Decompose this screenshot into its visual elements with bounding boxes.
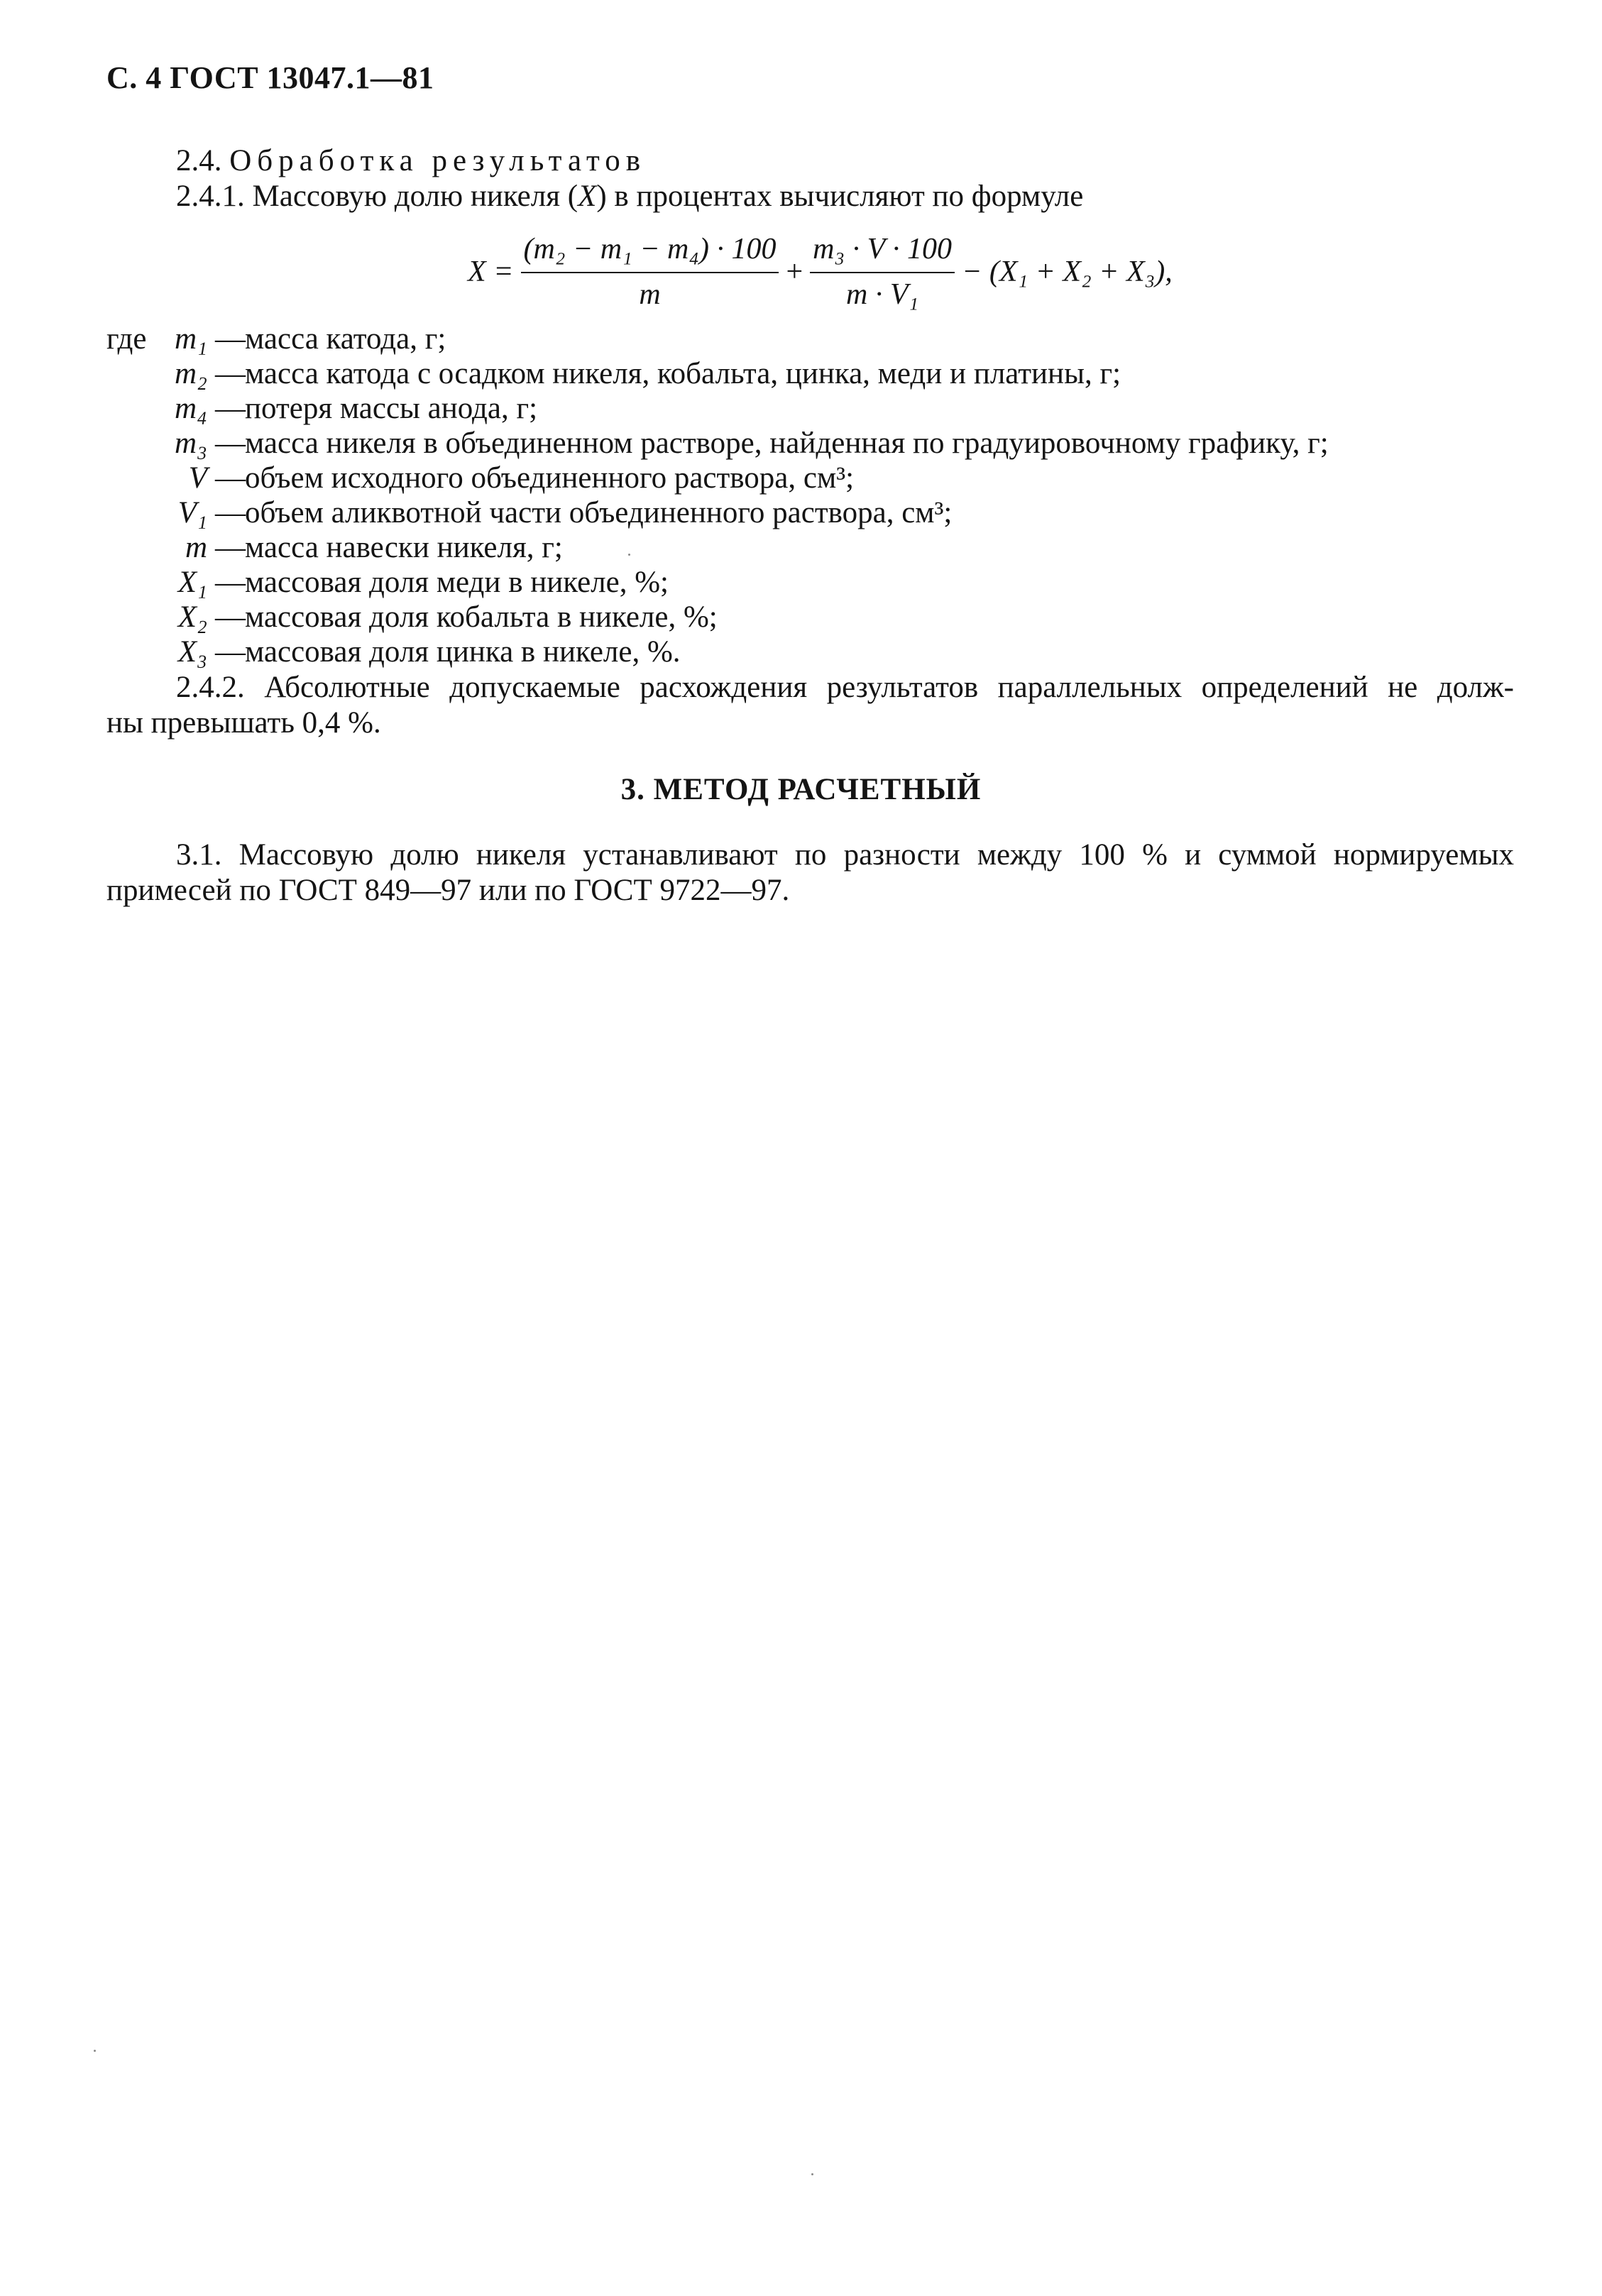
legend-item <box>0 356 1602 392</box>
legend-definition: потеря массы анода, г; <box>245 392 538 425</box>
fraction-2-numerator: m₃ · V · 100 <box>810 232 955 273</box>
legend-item <box>0 530 1602 566</box>
legend-dash: — <box>215 566 246 599</box>
legend-definition: объем исходного объединенного раствора, см³; <box>245 461 855 495</box>
legend-item <box>0 391 1602 427</box>
formula <box>465 226 1175 318</box>
variable-x: X <box>578 180 597 213</box>
legend-definition: массовая доля цинка в никеле, %. <box>245 635 681 669</box>
legend-dash: — <box>215 635 246 669</box>
paragraph-2-4-2-line-2: ны превышать 0,4 %. <box>106 706 381 740</box>
legend-symbol: X₂ <box>177 600 207 634</box>
legend-item <box>0 426 1602 461</box>
legend-definition: масса катода с осадком никеля, кобальта, цинка, меди и платины, г; <box>245 357 1121 390</box>
legend-symbol: m₂ <box>174 357 207 390</box>
scan-speck <box>811 2173 813 2175</box>
legend-dash: — <box>215 531 246 564</box>
fraction-1-numerator: (m₂ − m₁ − m₄) · 100 <box>521 232 779 273</box>
legend-dash: — <box>215 357 246 390</box>
legend-symbol: X₃ <box>177 635 207 669</box>
paragraph-text-end: ) в процентах вычисляют по формуле <box>596 180 1084 213</box>
legend-item <box>0 565 1602 600</box>
legend-symbol: m <box>185 531 207 564</box>
paragraph-3-1-line-2: примесей по ГОСТ 849—97 или по ГОСТ 9722—97. <box>106 874 790 907</box>
legend-definition: масса никеля в объединенном растворе, найденная по градуировочному графику, г; <box>245 427 1329 460</box>
paragraph-2-4-1 <box>176 181 1083 212</box>
legend-symbol: m₁ <box>174 322 207 356</box>
paragraph-2-4-2-line-1: 2.4.2. Абсолютные допускаемые расхождения результатов параллельных определений не долж- <box>176 671 1514 704</box>
legend-item <box>0 495 1602 531</box>
formula-fraction-1 <box>521 232 779 312</box>
legend-dash: — <box>215 392 246 425</box>
legend-item <box>0 600 1602 635</box>
legend-definition: массовая доля меди в никеле, %; <box>245 566 669 599</box>
scan-speck <box>628 554 630 556</box>
legend-dash: — <box>215 427 246 460</box>
formula-lhs: X = <box>468 256 514 288</box>
legend-dash: — <box>215 461 246 495</box>
legend-definition: масса катода, г; <box>245 322 446 356</box>
legend-symbol: V <box>188 461 207 495</box>
legend-symbol: V₁ <box>177 496 207 529</box>
legend-symbol: m₃ <box>174 427 207 460</box>
paragraph-3-1-line-1: 3.1. Массовую долю никеля устанавливают по разности между 100 % и суммой нормируемых <box>176 838 1514 872</box>
fraction-1-denominator: m <box>639 278 661 311</box>
page-header: С. 4 ГОСТ 13047.1—81 <box>106 60 434 95</box>
section-number: 2.4. <box>176 144 222 177</box>
section-heading-2-4 <box>176 145 646 176</box>
formula-tail: − (X₁ + X₂ + X₃), <box>962 256 1173 288</box>
fraction-2-denominator: m · V₁ <box>846 278 919 311</box>
legend-symbol: m₄ <box>174 392 207 425</box>
scan-speck <box>94 2050 96 2052</box>
legend-definition: массовая доля кобальта в никеле, %; <box>245 600 718 634</box>
legend-item <box>0 635 1602 670</box>
formula-fraction-2 <box>810 232 955 312</box>
legend-symbol: X₁ <box>177 566 207 599</box>
legend-dash: — <box>215 496 246 529</box>
section-heading-3: 3. МЕТОД РАСЧЕТНЫЙ <box>620 773 982 806</box>
legend-dash: — <box>215 322 246 356</box>
section-title: Обработка результатов <box>229 144 646 177</box>
legend-item <box>0 322 1602 357</box>
legend-definition: объем аликвотной части объединенного раствора, см³; <box>245 496 953 529</box>
formula-plus: + <box>786 256 803 288</box>
legend-prefix: где <box>106 322 147 356</box>
legend-dash: — <box>215 600 246 634</box>
legend-item <box>0 461 1602 496</box>
legend-definition: масса навески никеля, г; <box>245 531 563 564</box>
paragraph-text-start: 2.4.1. Массовую долю никеля ( <box>176 180 578 213</box>
